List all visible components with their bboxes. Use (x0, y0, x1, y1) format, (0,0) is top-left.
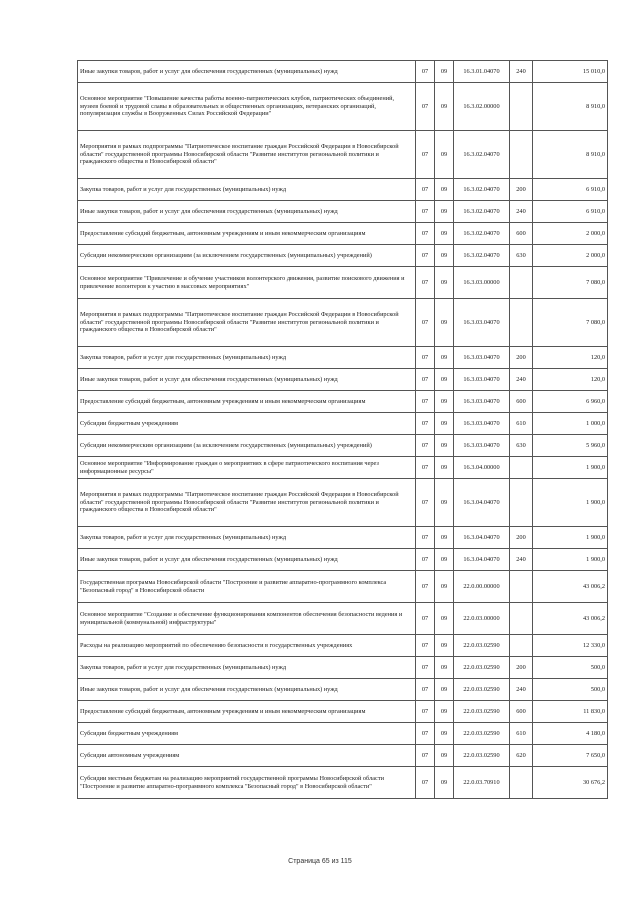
row-subsection: 09 (435, 657, 454, 679)
table-row (78, 299, 608, 347)
row-target-article: 16.3.01.04070 (454, 61, 510, 83)
row-subsection: 09 (435, 223, 454, 245)
row-name: Расходы на реализацию мероприятий по обеспечению безопасности в государственных учреждениях (78, 635, 416, 657)
row-subsection: 09 (435, 267, 454, 299)
row-name: Предоставление субсидий бюджетным, автономным учреждениям и иным некоммерческим организациям (78, 391, 416, 413)
row-expense-type: 600 (510, 223, 533, 245)
row-amount: 6 960,0 (533, 391, 608, 413)
table-row (78, 369, 608, 391)
row-name: Закупка товаров, работ и услуг для государственных (муниципальных) нужд (78, 527, 416, 549)
row-section: 07 (416, 745, 435, 767)
row-expense-type: 600 (510, 701, 533, 723)
row-subsection: 09 (435, 131, 454, 179)
row-section: 07 (416, 299, 435, 347)
row-name: Субсидии некоммерческим организациям (за исключением государственных (муниципальных) учреждений) (78, 435, 416, 457)
budget-table-container (77, 60, 607, 799)
table-row (78, 267, 608, 299)
row-amount: 30 676,2 (533, 767, 608, 799)
table-row (78, 635, 608, 657)
row-amount: 4 180,0 (533, 723, 608, 745)
row-target-article: 22.0.03.70910 (454, 767, 510, 799)
table-row (78, 201, 608, 223)
row-name: Закупка товаров, работ и услуг для государственных (муниципальных) нужд (78, 657, 416, 679)
table-row (78, 61, 608, 83)
row-subsection: 09 (435, 701, 454, 723)
table-row (78, 723, 608, 745)
row-section: 07 (416, 457, 435, 479)
row-subsection: 09 (435, 347, 454, 369)
row-section: 07 (416, 223, 435, 245)
row-name: Иные закупки товаров, работ и услуг для обеспечения государственных (муниципальных) нужд (78, 369, 416, 391)
row-expense-type: 610 (510, 413, 533, 435)
row-subsection: 09 (435, 299, 454, 347)
row-amount: 8 910,0 (533, 83, 608, 131)
row-target-article: 16.3.02.04070 (454, 179, 510, 201)
row-subsection: 09 (435, 679, 454, 701)
row-expense-type (510, 457, 533, 479)
table-row (78, 701, 608, 723)
row-amount: 500,0 (533, 657, 608, 679)
row-name: Государственная программа Новосибирской области "Построение и развитие аппаратно-программного комплекса "Безопасный город" в Новосибирской области (78, 571, 416, 603)
row-name: Предоставление субсидий бюджетным, автономным учреждениям и иным некоммерческим организациям (78, 223, 416, 245)
row-subsection: 09 (435, 479, 454, 527)
row-section: 07 (416, 723, 435, 745)
row-target-article: 22.0.03.02590 (454, 701, 510, 723)
row-target-article: 16.3.03.04070 (454, 391, 510, 413)
row-target-article: 22.0.00.00000 (454, 571, 510, 603)
row-amount: 6 910,0 (533, 179, 608, 201)
row-expense-type (510, 479, 533, 527)
table-row (78, 657, 608, 679)
row-target-article: 16.3.02.04070 (454, 131, 510, 179)
row-subsection: 09 (435, 767, 454, 799)
row-subsection: 09 (435, 635, 454, 657)
table-row (78, 131, 608, 179)
row-section: 07 (416, 571, 435, 603)
row-amount: 7 080,0 (533, 299, 608, 347)
row-amount: 1 900,0 (533, 549, 608, 571)
row-name: Субсидии бюджетным учреждениям (78, 413, 416, 435)
row-target-article: 16.3.03.04070 (454, 435, 510, 457)
row-expense-type: 620 (510, 745, 533, 767)
row-subsection: 09 (435, 61, 454, 83)
row-amount: 7 650,0 (533, 745, 608, 767)
row-section: 07 (416, 603, 435, 635)
row-expense-type: 240 (510, 61, 533, 83)
row-name: Закупка товаров, работ и услуг для государственных (муниципальных) нужд (78, 179, 416, 201)
row-name: Субсидии бюджетным учреждениям (78, 723, 416, 745)
table-row (78, 179, 608, 201)
row-subsection: 09 (435, 201, 454, 223)
row-target-article: 16.3.04.04070 (454, 479, 510, 527)
row-amount: 43 006,2 (533, 603, 608, 635)
table-row (78, 679, 608, 701)
page-number: Страница 65 из 115 (288, 858, 352, 865)
row-expense-type: 200 (510, 657, 533, 679)
row-expense-type (510, 603, 533, 635)
row-subsection: 09 (435, 603, 454, 635)
row-name: Основное мероприятие "Создание и обеспечение функционирования компонентов обеспечения безопасности ведения и муниципальной (коммунальной) инфраструктуры" (78, 603, 416, 635)
row-target-article: 16.3.02.04070 (454, 223, 510, 245)
table-row (78, 527, 608, 549)
row-amount: 15 010,0 (533, 61, 608, 83)
row-name: Мероприятия в рамках подпрограммы "Патриотическое воспитание граждан Российской Федерации в Новосибирской области" государственной программы Новосибирской области "Развитие институтов региональной политики и гражданского общества в Новосибирской области" (78, 131, 416, 179)
row-amount: 7 080,0 (533, 267, 608, 299)
row-target-article: 16.3.04.04070 (454, 527, 510, 549)
row-amount: 120,0 (533, 347, 608, 369)
row-section: 07 (416, 767, 435, 799)
row-subsection: 09 (435, 179, 454, 201)
row-target-article: 16.3.03.00000 (454, 267, 510, 299)
row-expense-type: 200 (510, 347, 533, 369)
row-target-article: 22.0.03.02590 (454, 723, 510, 745)
row-section: 07 (416, 435, 435, 457)
row-name: Субсидии некоммерческим организациям (за исключением государственных (муниципальных) учреждений) (78, 245, 416, 267)
row-name: Иные закупки товаров, работ и услуг для обеспечения государственных (муниципальных) нужд (78, 61, 416, 83)
row-section: 07 (416, 635, 435, 657)
table-row (78, 745, 608, 767)
row-section: 07 (416, 245, 435, 267)
row-section: 07 (416, 347, 435, 369)
row-name: Иные закупки товаров, работ и услуг для обеспечения государственных (муниципальных) нужд (78, 549, 416, 571)
row-expense-type: 600 (510, 391, 533, 413)
table-row (78, 479, 608, 527)
row-name: Основное мероприятие "Привлечение и обучение участников волонтерского движения, развитие поискового движения и привлечение волонтеров к участию в массовых мероприятиях" (78, 267, 416, 299)
row-amount: 12 330,0 (533, 635, 608, 657)
row-expense-type (510, 571, 533, 603)
row-expense-type: 240 (510, 679, 533, 701)
row-section: 07 (416, 131, 435, 179)
table-row (78, 571, 608, 603)
row-section: 07 (416, 479, 435, 527)
row-amount: 1 900,0 (533, 527, 608, 549)
row-section: 07 (416, 413, 435, 435)
row-expense-type (510, 635, 533, 657)
row-subsection: 09 (435, 83, 454, 131)
row-expense-type (510, 267, 533, 299)
row-subsection: 09 (435, 245, 454, 267)
row-amount: 5 960,0 (533, 435, 608, 457)
row-target-article: 16.3.04.04070 (454, 549, 510, 571)
row-name: Субсидии местным бюджетам на реализацию мероприятий государственной программы Новосибирской области "Построение и развитие аппаратно-программного комплекса "Безопасный город" в Новосибирской области" (78, 767, 416, 799)
row-expense-type (510, 299, 533, 347)
row-amount: 43 006,2 (533, 571, 608, 603)
table-row (78, 767, 608, 799)
row-expense-type: 240 (510, 369, 533, 391)
row-target-article: 16.3.03.04070 (454, 369, 510, 391)
row-section: 07 (416, 179, 435, 201)
row-amount: 11 830,0 (533, 701, 608, 723)
row-expense-type (510, 131, 533, 179)
table-row (78, 603, 608, 635)
row-subsection: 09 (435, 435, 454, 457)
row-section: 07 (416, 701, 435, 723)
row-expense-type: 200 (510, 179, 533, 201)
row-name: Мероприятия в рамках подпрограммы "Патриотическое воспитание граждан Российской Федерации в Новосибирской области" государственной программы Новосибирской области "Развитие институтов региональной политики и гражданского общества в Новосибирской области" (78, 479, 416, 527)
row-amount: 2 000,0 (533, 245, 608, 267)
row-section: 07 (416, 201, 435, 223)
row-amount: 6 910,0 (533, 201, 608, 223)
table-row (78, 413, 608, 435)
row-target-article: 16.3.04.00000 (454, 457, 510, 479)
row-section: 07 (416, 549, 435, 571)
row-name: Субсидии автономным учреждениям (78, 745, 416, 767)
row-target-article: 16.3.03.04070 (454, 299, 510, 347)
row-expense-type (510, 83, 533, 131)
row-section: 07 (416, 657, 435, 679)
table-row (78, 347, 608, 369)
row-subsection: 09 (435, 413, 454, 435)
row-amount: 1 900,0 (533, 457, 608, 479)
row-target-article: 16.3.02.04070 (454, 245, 510, 267)
row-expense-type: 630 (510, 245, 533, 267)
row-subsection: 09 (435, 549, 454, 571)
row-subsection: 09 (435, 527, 454, 549)
row-expense-type: 630 (510, 435, 533, 457)
row-name: Иные закупки товаров, работ и услуг для обеспечения государственных (муниципальных) нужд (78, 201, 416, 223)
table-row (78, 223, 608, 245)
row-name: Основное мероприятие "Информирование граждан о мероприятиях в сфере патриотического воспитания через информационные ресурсы" (78, 457, 416, 479)
row-amount: 120,0 (533, 369, 608, 391)
row-name: Основное мероприятие "Повышение качества работы военно-патриотических клубов, патриотических объединений, музеев боевой и трудовой славы в образовательных и общественных организациях, ветеранских организаций, популяризация службы в Вооруженных Силах Российской Федерации" (78, 83, 416, 131)
row-section: 07 (416, 391, 435, 413)
row-target-article: 22.0.03.02590 (454, 635, 510, 657)
row-expense-type: 240 (510, 201, 533, 223)
row-section: 07 (416, 527, 435, 549)
row-amount: 1 000,0 (533, 413, 608, 435)
row-subsection: 09 (435, 723, 454, 745)
row-name: Иные закупки товаров, работ и услуг для обеспечения государственных (муниципальных) нужд (78, 679, 416, 701)
row-target-article: 16.3.02.00000 (454, 83, 510, 131)
row-amount: 500,0 (533, 679, 608, 701)
row-target-article: 16.3.03.04070 (454, 347, 510, 369)
row-subsection: 09 (435, 391, 454, 413)
row-name: Закупка товаров, работ и услуг для государственных (муниципальных) нужд (78, 347, 416, 369)
row-subsection: 09 (435, 571, 454, 603)
row-target-article: 22.0.03.02590 (454, 657, 510, 679)
row-amount: 2 000,0 (533, 223, 608, 245)
row-subsection: 09 (435, 369, 454, 391)
row-section: 07 (416, 83, 435, 131)
table-row (78, 549, 608, 571)
row-section: 07 (416, 61, 435, 83)
row-amount: 1 900,0 (533, 479, 608, 527)
row-subsection: 09 (435, 457, 454, 479)
table-row (78, 435, 608, 457)
budget-table-body (78, 61, 608, 799)
row-target-article: 22.0.03.02590 (454, 679, 510, 701)
row-name: Мероприятия в рамках подпрограммы "Патриотическое воспитание граждан Российской Федерации в Новосибирской области" государственной программы Новосибирской области "Развитие институтов региональной политики и гражданского общества в Новосибирской области" (78, 299, 416, 347)
row-expense-type (510, 767, 533, 799)
row-section: 07 (416, 679, 435, 701)
row-target-article: 22.0.03.02590 (454, 745, 510, 767)
budget-table (77, 60, 608, 799)
row-section: 07 (416, 369, 435, 391)
row-amount: 8 910,0 (533, 131, 608, 179)
row-target-article: 16.3.02.04070 (454, 201, 510, 223)
row-section: 07 (416, 267, 435, 299)
table-row (78, 391, 608, 413)
row-target-article: 22.0.03.00000 (454, 603, 510, 635)
row-expense-type: 240 (510, 549, 533, 571)
row-target-article: 16.3.03.04070 (454, 413, 510, 435)
row-expense-type: 200 (510, 527, 533, 549)
table-row (78, 245, 608, 267)
table-row (78, 457, 608, 479)
table-row (78, 83, 608, 131)
row-name: Предоставление субсидий бюджетным, автономным учреждениям и иным некоммерческим организациям (78, 701, 416, 723)
row-subsection: 09 (435, 745, 454, 767)
row-expense-type: 610 (510, 723, 533, 745)
